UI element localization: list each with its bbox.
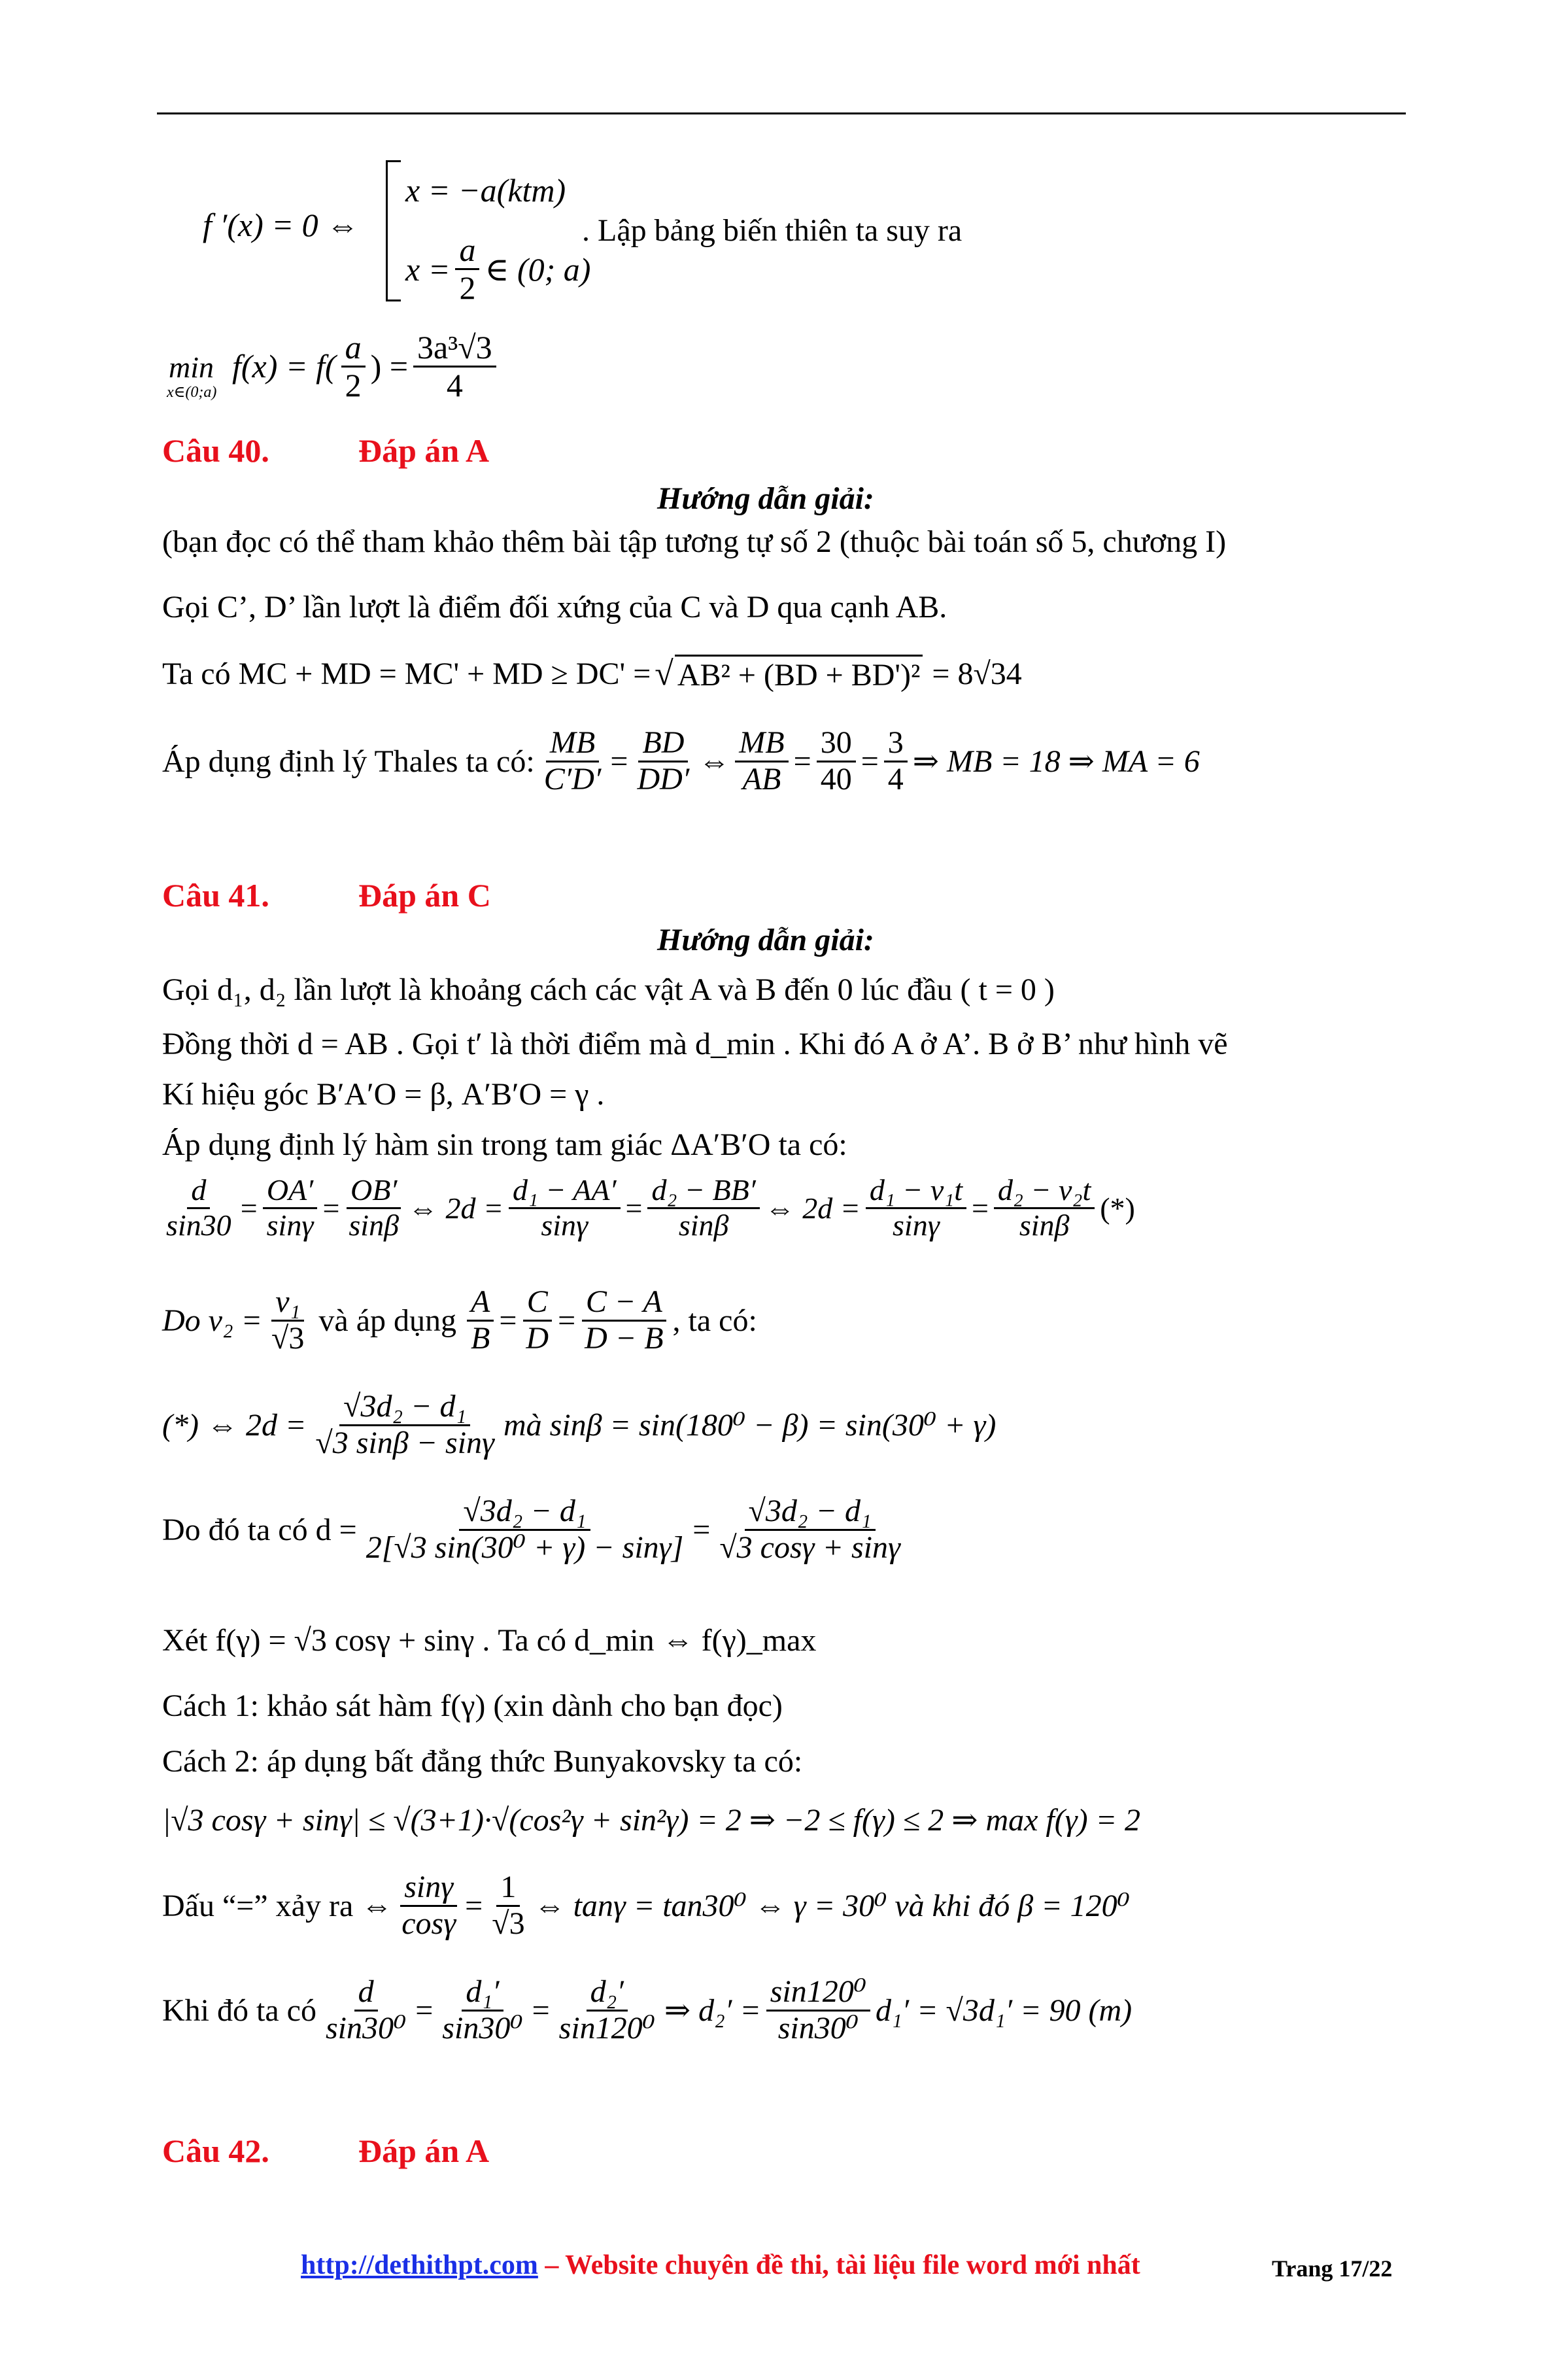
frac-den: D — [526, 1320, 549, 1356]
q41-paragraph-3: Kí hiệu góc B′A′O = β, A′B′O = γ . — [162, 1077, 605, 1112]
frac-den: √3 — [271, 1320, 305, 1356]
frac-den: sinβ — [678, 1208, 729, 1242]
fraction-a-over-2 — [455, 232, 479, 306]
eq-part: Khi đó ta có — [162, 1993, 316, 2028]
frac-den: sin30⁰ — [442, 2010, 523, 2046]
q40-guide-title: Hướng dẫn giải: — [657, 481, 874, 516]
q41-ratio: Do v₂ = $\frac{\text{v₁}}{√3}$ và áp dụng $\frac{A}{B}$ = $\frac{C}{D}$ = $\frac{C - A}{D - B}$ , ta có: — [162, 1284, 757, 1356]
eq-part: Do v₂ = — [162, 1303, 263, 1338]
q40-thales-result: ⇒ MB = 18 ⇒ MA = 6 — [912, 744, 1200, 779]
frac-den: AB — [742, 761, 781, 797]
eq-part: (*) ⇔ 2d = — [162, 1407, 307, 1443]
q42-number: Câu 42. — [162, 2133, 269, 2169]
min-eq-mid: ) = — [370, 348, 409, 385]
frac-a-b — [467, 1285, 494, 1356]
case-row-2 — [405, 232, 590, 306]
q41-paragraph-10: Cách 1: khảo sát hàm f(γ) (xin dành cho bạn đọc) — [162, 1688, 783, 1723]
case-row-2-lhs: x = — [405, 250, 451, 288]
frac-num: a — [459, 231, 476, 268]
frac-v1-sqrt3 — [267, 1285, 308, 1356]
eq-part: d₁′ = √3d₁′ = 90 (m) — [875, 1993, 1133, 2028]
q40-answer: Đáp án A — [358, 432, 490, 469]
frac-bd-dd — [633, 726, 693, 797]
fraction-result — [413, 330, 496, 403]
frac-den: 40 — [820, 761, 852, 797]
frac-oa-sing — [263, 1174, 318, 1242]
frac-num: A — [471, 1284, 490, 1319]
frac-num: v₁ — [275, 1284, 301, 1319]
frac-mb-ab — [735, 726, 788, 797]
frac-num: d₂ − BB′ — [651, 1173, 756, 1207]
frac-sin-cos — [398, 1870, 460, 1942]
frac-den: √3 sinβ − sinγ — [315, 1425, 494, 1460]
frac-den: sin120⁰ — [558, 2010, 655, 2046]
frac-den: sinβ — [349, 1208, 399, 1242]
q41-star-eq — [162, 1390, 996, 1461]
q41-bunyakovsky: |√3 cosγ + sinγ| ≤ √(3+1)·√(cos²γ + sin²γ) = 2 ⇒ −2 ≤ f(γ) ≤ 2 ⇒ max f(γ) = 2 — [162, 1803, 1141, 1838]
equation-fprime — [203, 206, 359, 244]
frac-1-sqrt3 — [488, 1870, 528, 1942]
frac-d2p — [555, 1975, 659, 2046]
eq-part: ⇔ 2d = — [408, 1191, 504, 1225]
frac-d-sin30 — [162, 1174, 235, 1242]
frac-den: 2[√3 sin(30⁰ + γ) − sinγ] — [366, 1530, 684, 1565]
q40-paragraph-1: (bạn đọc có thể tham khảo thêm bài tập tương tự số 2 (thuộc bài toán số 5, chương I) — [162, 524, 1227, 559]
min-equation — [232, 320, 502, 412]
frac-ca-db — [581, 1285, 667, 1356]
lap-bang-label: . Lập bảng biến thiên ta suy ra — [582, 213, 963, 248]
frac-den: √3 cosγ + sinγ — [719, 1530, 900, 1565]
frac-d2-v2t — [994, 1174, 1095, 1242]
frac-num: MB — [549, 725, 596, 760]
frac-num: d — [358, 1974, 374, 2009]
q41-paragraph-2: Đồng thời d = AB . Gọi t′ là thời điểm mà d_min . Khi đó A ở A’. B ở B’ như hình vẽ — [162, 1027, 1228, 1061]
frac-num: d₁′ — [466, 1974, 500, 2009]
q41-d-eq: Do đó ta có d = $\frac{\text{√3d₂ − d₁}}{\text{2[√3 sin(30⁰ + γ) − sinγ]}}$ = $\frac{\text{√3d₂ − d₁}}{√3 \cos\gamma + \sin\gamma}$ — [162, 1494, 910, 1566]
frac-den: sinγ — [266, 1208, 314, 1242]
eq-part: , ta có: — [672, 1303, 757, 1338]
q40-thales: Áp dụng định lý Thales ta có: $\frac{MB}{C'D'}$ = $\frac{BD}{DD'}$ ⇔ $\frac{MB}{AB}$ = $\frac{30}{40}$ = $\frac{3}{4}$ ⇒ MB = 18 ⇒ MA = 6 — [162, 725, 1200, 797]
frac-num: d₂ − v₂t — [998, 1173, 1091, 1207]
frac-num: d — [191, 1173, 207, 1207]
footer — [301, 2250, 1140, 2281]
frac-num: sin120⁰ — [770, 1974, 866, 2009]
frac-d2-bb — [647, 1174, 759, 1242]
frac-den: sin30⁰ — [777, 2010, 859, 2046]
q40-equation-1 — [162, 654, 1022, 694]
frac-d1p — [438, 1975, 526, 2046]
frac-den: √3 — [492, 1906, 525, 1941]
frac-d1-aa — [509, 1174, 620, 1242]
q41-paragraph-9: Xét f(γ) = √3 cosγ + sinγ . Ta có d_min ⇔ f(γ)_max — [162, 1623, 817, 1658]
q41-paragraph-1: Gọi d₁, d₂ lần lượt là khoảng cách các vật A và B đến 0 lúc đầu ( t = 0 ) — [162, 972, 1055, 1007]
page-number: Trang 17/22 — [1272, 2255, 1393, 2282]
eq-part: mà sinβ = sin(180⁰ − β) = sin(30⁰ + γ) — [503, 1407, 997, 1443]
q40-eq1-radicand: AB² + (BD + BD')² — [675, 655, 923, 694]
footer-text: – Website chuyên đề thi, tài liệu file word mới nhất — [537, 2250, 1140, 2280]
eq-part: và áp dụng — [318, 1303, 456, 1338]
frac-den: sinγ — [541, 1208, 588, 1242]
q40-number: Câu 40. — [162, 432, 269, 469]
case-row-1-text: x = −a(ktm) — [405, 172, 566, 209]
min-eq-lhs: f(x) = f( — [232, 348, 336, 385]
fraction-a-over-2-b — [341, 330, 366, 403]
frac-num: √3d₂ − d₁ — [463, 1494, 587, 1528]
eq-part: Dấu “=” xảy ra ⇔ — [162, 1888, 393, 1923]
min-subscript — [167, 383, 216, 402]
eq-part: ⇔ tanγ = tan30⁰ ⇔ γ = 30⁰ và khi đó β = 120⁰ — [534, 1888, 1130, 1923]
frac-num: d₂′ — [590, 1974, 624, 2009]
q41-guide-title: Hướng dẫn giải: — [657, 923, 874, 957]
q40-paragraph-2: Gọi C’, D’ lần lượt là điểm đối xứng của C và D qua cạnh AB. — [162, 590, 947, 625]
frac-den: 2 — [459, 269, 476, 306]
frac-num: 3 — [884, 726, 908, 762]
frac-d-1 — [362, 1494, 688, 1566]
case-row-2-rhs: ∈ (0; a) — [485, 250, 591, 288]
frac-num: 3a³√3 — [413, 330, 496, 368]
q41-paragraph-11: Cách 2: áp dụng bất đẳng thức Bunyakovsky ta có: — [162, 1744, 803, 1779]
frac-num: OB′ — [350, 1173, 398, 1207]
q41-number: Câu 41. — [162, 877, 269, 914]
q41-answer: Đáp án C — [358, 877, 491, 914]
frac-num: MB — [739, 725, 785, 760]
eq-part: ⇒ d₂′ = — [664, 1993, 761, 2028]
footer-link[interactable]: http://dethithpt.com — [301, 2250, 538, 2280]
frac-num: 30 — [817, 726, 856, 762]
q41-paragraph-4: Áp dụng định lý hàm sin trong tam giác ΔA′B′O ta có: — [162, 1127, 847, 1162]
q41-final: Khi đó ta có $\frac{d}{\text{sin30⁰}}$ = $\frac{\text{d₁′}}{\text{sin30⁰}}$ = $\frac{\text{d₂′}}{\text{sin120⁰}}$ ⇒ d₂′ = $\frac{\text{sin120⁰}}{\text{sin30⁰}}$ d₁′ = √3d₁′ = 90 (m) — [162, 1974, 1133, 2046]
q41-sine-law: $\frac{d}{\sin 30}$ = $\frac{OA'}{\sin\gamma}$ = $\frac{OB'}{\sin\beta}$ ⇔ 2d = $\frac{\text{d₁ − AA′}}{\sin\gamma}$ = $\frac{\text{d₂ − BB′}}{\sin\beta}$ ⇔ 2d = $\frac{\text{d₁ − v₁t}}{\sin\gamma}$ = $\frac{\text{d₂ − v₂t}}{\sin\beta}$ (*) — [162, 1174, 1135, 1242]
frac-ob-sinb — [345, 1174, 403, 1242]
eq-part: ⇔ 2d = — [764, 1191, 861, 1225]
eq-part: Do đó ta có d = — [162, 1512, 357, 1547]
frac-num: C — [526, 1284, 548, 1319]
frac-den: sin30⁰ — [325, 2010, 407, 2046]
frac-den: 2 — [345, 366, 362, 403]
frac-den: sinβ — [1019, 1208, 1070, 1242]
frac-den: C′D′ — [543, 761, 602, 797]
q40-thales-label: Áp dụng định lý Thales ta có: — [162, 744, 535, 779]
frac-num: d₁ − v₁t — [869, 1173, 963, 1207]
frac-num: d₁ − AA′ — [513, 1173, 617, 1207]
frac-num: 1 — [496, 1870, 520, 1907]
frac-num: √3d₂ − d₁ — [343, 1389, 467, 1424]
frac-den: sinγ — [893, 1208, 940, 1242]
frac-num: C − A — [585, 1284, 662, 1319]
frac-den: cosγ — [401, 1906, 456, 1941]
frac-den: 4 — [887, 761, 904, 797]
frac-num: BD — [642, 725, 685, 760]
frac-den: D − B — [585, 1320, 664, 1356]
frac-sin120 — [766, 1975, 870, 2046]
min-domain: x∈(0;a) — [167, 384, 217, 401]
frac-3-4 — [884, 726, 908, 797]
case-bracket — [386, 160, 401, 301]
case-row-1 — [405, 171, 566, 209]
frac-num: √3d₂ − d₁ — [748, 1494, 872, 1528]
frac-num: sinγ — [404, 1870, 454, 1904]
star-marker: (*) — [1100, 1191, 1135, 1225]
q40-eq1-lhs: Ta có MC + MD = MC' + MD ≥ DC' = — [162, 657, 651, 692]
frac-den: sin30 — [166, 1208, 231, 1242]
q40-eq1-result: = 8√34 — [932, 657, 1022, 692]
sqrt-sign: √ — [655, 655, 673, 693]
frac-den: 4 — [446, 366, 463, 403]
frac-num: OA′ — [266, 1173, 314, 1207]
frac-30-40 — [817, 726, 856, 797]
frac-d1-v1t — [866, 1174, 966, 1242]
frac-c-d — [522, 1285, 553, 1356]
frac-d-2 — [715, 1494, 904, 1566]
frac-2d — [311, 1390, 498, 1461]
frac-num: a — [345, 328, 362, 366]
eq-fprime-lhs: f ′(x) = 0 ⇔ — [203, 207, 360, 243]
frac-mb-cd — [540, 726, 605, 797]
min-label — [169, 350, 214, 385]
min-word: min — [169, 351, 214, 384]
q42-answer: Đáp án A — [358, 2133, 490, 2169]
frac-den: DD′ — [637, 761, 690, 797]
q41-equality: Dấu “=” xảy ra ⇔ $\frac{\sin\gamma}{\cos\gamma}$ = $\frac{1}{√3}$ ⇔ tanγ = tan30⁰ ⇔ γ = 30⁰ và khi đó β = 120⁰ — [162, 1870, 1130, 1941]
frac-d-sin30-b — [322, 1975, 410, 2046]
header-rule — [157, 112, 1406, 114]
frac-den: B — [471, 1320, 490, 1356]
lap-bang-text — [582, 213, 962, 248]
